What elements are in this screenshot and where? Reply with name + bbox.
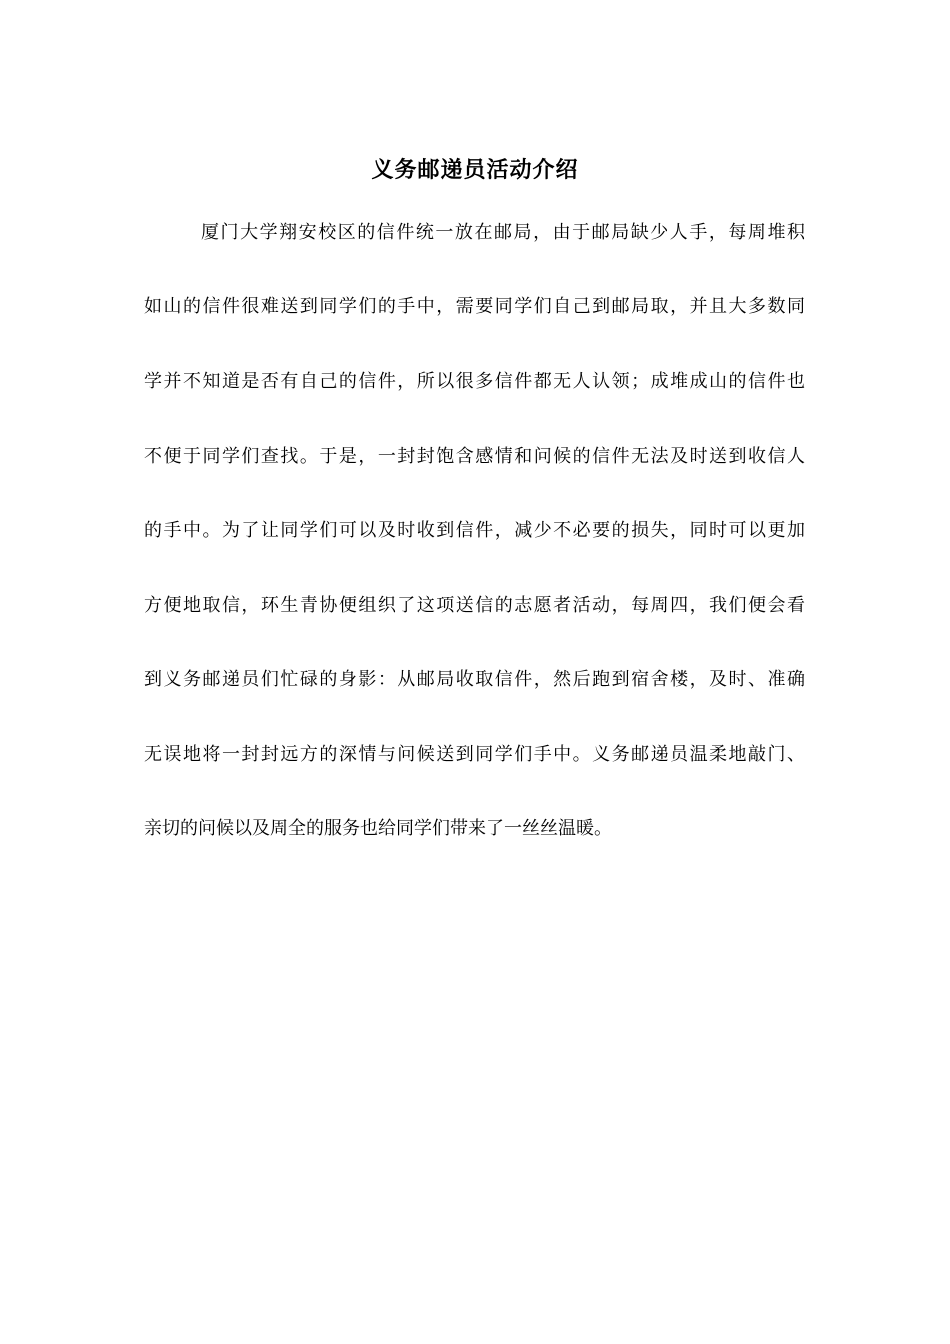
paragraph-line: 学并不知道是否有自己的信件，所以很多信件都无人认领；成堆成山的信件也 — [144, 371, 805, 392]
document-title: 义务邮递员活动介绍 — [371, 157, 579, 183]
paragraph-line: 亲切的问候以及周全的服务也给同学们带来了一丝丝温暖。 — [144, 818, 612, 839]
paragraph-line: 如山的信件很难送到同学们的手中，需要同学们自己到邮局取，并且大多数同 — [144, 296, 805, 317]
paragraph-line: 的手中。为了让同学们可以及时收到信件，减少不必要的损失，同时可以更加 — [144, 520, 805, 541]
paragraph-line: 厦门大学翔安校区的信件统一放在邮局，由于邮局缺少人手，每周堆积 — [201, 222, 805, 243]
paragraph-line: 方便地取信，环生青协便组织了这项送信的志愿者活动，每周四，我们便会看 — [144, 595, 805, 616]
paragraph-line: 无误地将一封封远方的深情与问候送到同学们手中。义务邮递员温柔地敲门、 — [144, 744, 805, 765]
paragraph-line: 不便于同学们查找。于是，一封封饱含感情和问候的信件无法及时送到收信人 — [144, 446, 805, 467]
paragraph-line: 到义务邮递员们忙碌的身影：从邮局收取信件，然后跑到宿舍楼，及时、准确 — [144, 669, 805, 690]
